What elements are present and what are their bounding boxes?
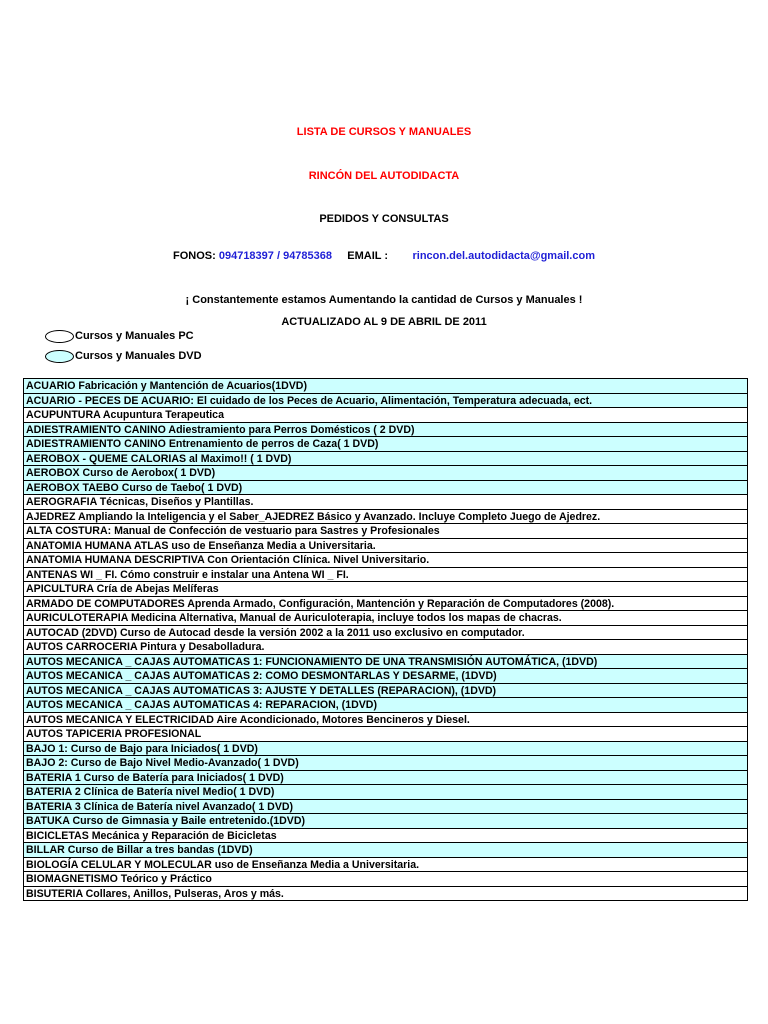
- table-row: BATUKA Curso de Gimnasia y Baile entretenido.(1DVD): [24, 814, 747, 829]
- legend-dvd: [45, 348, 202, 364]
- legend-pc: [45, 328, 194, 344]
- table-row: AUTOCAD (2DVD) Curso de Autocad desde la versión 2002 a la 2011 uso exclusivo en computador.: [24, 626, 747, 641]
- table-row: AUTOS TAPICERIA PROFESIONAL: [24, 727, 747, 742]
- table-row: AUTOS MECANICA _ CAJAS AUTOMATICAS 2: COMO DESMONTARLAS Y DESARME, (1DVD): [24, 669, 747, 684]
- table-row: BAJO 2: Curso de Bajo Nivel Medio-Avanzado( 1 DVD): [24, 756, 747, 771]
- store-name: RINCÓN DEL AUTODIDACTA: [308, 170, 460, 182]
- table-row: AEROGRAFIA Técnicas, Diseños y Plantillas.: [24, 495, 747, 510]
- table-row: ALTA COSTURA: Manual de Confección de vestuario para Sastres y Profesionales: [24, 524, 747, 539]
- email-label: EMAIL :: [347, 250, 389, 262]
- table-row: BIOMAGNETISMO Teórico y Práctico: [24, 872, 747, 887]
- table-row: AURICULOTERAPIA Medicina Alternativa, Manual de Auriculoterapia, incluye todos los mapas de chacras.: [24, 611, 747, 626]
- table-row: BATERIA 2 Clínica de Batería nivel Medio( 1 DVD): [24, 785, 747, 800]
- table-row: AEROBOX Curso de Aerobox( 1 DVD): [24, 466, 747, 481]
- table-row: ANATOMIA HUMANA DESCRIPTIVA Con Orientación Clínica. Nivel Universitario.: [24, 553, 747, 568]
- table-row: ANTENAS WI _ FI. Cómo construir e instalar una Antena WI _ FI.: [24, 568, 747, 583]
- table-row: AUTOS MECANICA Y ELECTRICIDAD Aire Acondicionado, Motores Bencineros y Diesel.: [24, 713, 747, 728]
- table-row: BAJO 1: Curso de Bajo para Iniciados( 1 DVD): [24, 742, 747, 757]
- table-row: BILLAR Curso de Billar a tres bandas (1DVD): [24, 843, 747, 858]
- table-row: AUTOS MECANICA _ CAJAS AUTOMATICAS 1: FUNCIONAMIENTO DE UNA TRANSMISIÓN AUTOMÁTICA, (1DVD): [24, 655, 747, 670]
- table-row: ADIESTRAMIENTO CANINO Entrenamiento de perros de Caza( 1 DVD): [24, 437, 747, 452]
- email-link[interactable]: rincon.del.autodidacta@gmail.com: [412, 250, 595, 262]
- table-row: ANATOMIA HUMANA ATLAS uso de Enseñanza Media a Universitaria.: [24, 539, 747, 554]
- table-row: ADIESTRAMIENTO CANINO Adiestramiento para Perros Domésticos ( 2 DVD): [24, 423, 747, 438]
- table-row: AUTOS MECANICA _ CAJAS AUTOMATICAS 4: REPARACION, (1DVD): [24, 698, 747, 713]
- table-row: AEROBOX TAEBO Curso de Taebo( 1 DVD): [24, 481, 747, 496]
- phones-label: FONOS:: [173, 250, 216, 262]
- cyan-oval-icon: [45, 350, 74, 363]
- table-row: BATERIA 1 Curso de Batería para Iniciados( 1 DVD): [24, 771, 747, 786]
- list-title: LISTA DE CURSOS Y MANUALES: [296, 126, 472, 138]
- table-row: AUTOS MECANICA _ CAJAS AUTOMATICAS 3: AJUSTE Y DETALLES (REPARACION), (1DVD): [24, 684, 747, 699]
- notice-text: ¡ Constantemente estamos Aumentando la cantidad de Cursos y Manuales !: [185, 294, 583, 306]
- table-row: AEROBOX - QUEME CALORIAS al Maximo!! ( 1 DVD): [24, 452, 747, 467]
- table-row: ACUPUNTURA Acupuntura Terapeutica: [24, 408, 747, 423]
- table-row: ACUARIO - PECES DE ACUARIO: El cuidado de los Peces de Acuario, Alimentación, Temperatura adecuada, ect.: [24, 394, 747, 409]
- table-row: BISUTERIA Collares, Anillos, Pulseras, Aros y más.: [24, 887, 747, 902]
- legend-dvd-label: Cursos y Manuales DVD: [75, 350, 202, 362]
- table-row: BATERIA 3 Clínica de Batería nivel Avanzado( 1 DVD): [24, 800, 747, 815]
- table-row: BIOLOGÍA CELULAR Y MOLECULAR uso de Enseñanza Media a Universitaria.: [24, 858, 747, 873]
- table-row: APICULTURA Cría de Abejas Melíferas: [24, 582, 747, 597]
- table-row: ARMADO DE COMPUTADORES Aprenda Armado, Configuración, Mantención y Reparación de Computadores (2008).: [24, 597, 747, 612]
- contact-line: [0, 249, 768, 263]
- legend-pc-label: Cursos y Manuales PC: [75, 330, 194, 342]
- white-oval-icon: [45, 330, 74, 343]
- table-row: BICICLETAS Mecánica y Reparación de Bicicletas: [24, 829, 747, 844]
- course-table: [23, 378, 748, 901]
- table-row: ACUARIO Fabricación y Mantención de Acuarios(1DVD): [24, 379, 747, 394]
- orders-heading: PEDIDOS Y CONSULTAS: [319, 213, 449, 225]
- table-row: AUTOS CARROCERIA Pintura y Desabolladura.: [24, 640, 747, 655]
- table-row: AJEDREZ Ampliando la Inteligencia y el Saber_AJEDREZ Básico y Avanzado. Incluye Completo Juego de Ajedrez.: [24, 510, 747, 525]
- phone-numbers: 094718397 / 94785368: [218, 250, 333, 262]
- updated-date: ACTUALIZADO AL 9 DE ABRIL DE 2011: [281, 316, 487, 328]
